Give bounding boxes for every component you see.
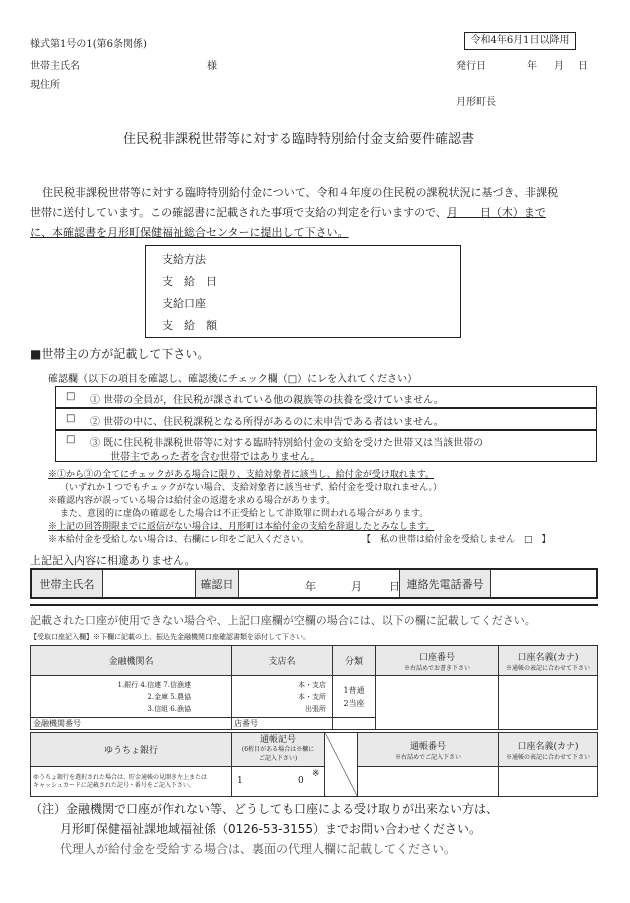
yucho-note: ゆうちょ銀行を選択された場合は、貯金通帳の見開き左上または キャッシュカードに記載された記号・番号をご記入下さい。 [31,767,232,797]
confirm-name-field[interactable] [103,569,196,598]
bank-name-header: 金融機関名 [31,646,232,676]
yucho-holder-field[interactable] [499,767,598,797]
confirm-day: 日 [389,580,400,593]
footer-line-2: 月形町保健福祉課地域福祉係（0126-53-3155）までお問い合わせください。 [60,822,482,836]
note-1: ※①から③の全てにチェックがある場合に限り、支給対象者に該当し、給付金が受け取れます。 [48,470,435,480]
intro-line-2: 世帯に送付しています。この確認書に記載された事項で支給の判定を行いますので、月 日（木）まで [30,206,546,219]
yucho-number-field[interactable] [358,767,499,797]
payment-date-label: 支 給 日 [162,275,217,288]
issue-date-label: 発行日 [456,61,486,72]
effective-date-badge: 令和4年6月1日以降用 [464,32,576,50]
yucho-table [30,732,598,797]
branch-header: 支店名 [232,646,333,676]
type-header: 分類 [333,646,376,676]
account-header: 口座番号 ※右詰めでお書き下さい [376,646,499,676]
honorific: 様 [207,61,217,72]
intro-line-1: 住民税非課税世帯等に対する臨時特別給付金について、令和４年度の住民税の課税状況に基づき、非課税 [42,186,559,199]
note-4: また、意図的に虚偽の確認をした場合は不正受給として詐欺罪に問われる場合があります。 [60,509,429,519]
yucho-slash-cell [325,733,358,797]
mayor: 月形町長 [456,97,496,108]
divider [30,604,598,606]
form-number: 様式第1号の1(第6条関係) [30,39,147,50]
yucho-number-header: 通帳番号 ※右詰めでご記入下さい [358,733,499,767]
yucho-header: ゆうちょ銀行 [31,733,232,767]
yucho-symbol-header: 通帳記号 (6桁目がある場合は※欄に ご記入下さい) [232,733,325,767]
account-number-field[interactable] [376,676,499,730]
bank-sub: 【受取口座記入欄】※下欄に記載の上、振込先金融機関口座確認書類を添付して下さい。 [30,633,310,641]
bank-table [30,645,598,730]
yucho-symbol-field[interactable] [232,767,325,797]
note-3: ※確認内容が誤っている場合は給付金の返還を求める場合があります。 [48,496,336,506]
page-title: 住民税非課税世帯等に対する臨時特別給付金支給要件確認書 [123,132,475,147]
branch-type-cell[interactable]: 本・支店 本・支所 出張所 [232,676,333,718]
check-instruction: 確認欄（以下の項目を確認し、確認後にチェック欄（□）にレを入れてください） [48,374,418,385]
note-2: （いずれか１つでもチェックがない場合、支給対象者に該当せず、給付金を受け取れません。） [60,483,443,493]
payment-account-label: 支給口座 [162,297,206,310]
yucho-zero: 0 [298,776,304,786]
address-label: 現住所 [30,80,60,91]
confirm-table [30,568,598,599]
yucho-first-digit: 1 [237,776,243,786]
check-text-2: ② 世帯の中に、住民税課税となる所得があるのに未申告である者はいません。 [90,417,444,428]
checkbox-1[interactable]: □ [66,391,76,402]
yucho-holder-header: 口座名義(カナ) ※通帳の表記に合わせて下さい [499,733,598,767]
decline-checkbox[interactable]: 【 私の世帯は給付金を受給しません □ 】 [362,535,551,545]
account-type-cell[interactable]: 1普通 2当座 [333,676,376,718]
confirm-statement: 上記記入内容に相違ありません。 [30,554,196,567]
issue-year: 年 [527,61,537,72]
confirm-date-field[interactable] [239,569,400,598]
branch-code-cell[interactable]: 店番号 [232,718,333,730]
issue-month: 月 [554,61,564,72]
check-text-1: ① 世帯の全員が，住民税が課されている他の親族等の扶養を受けていません。 [90,395,444,406]
check-text-3b: 世帯主であった者を含む世帯ではありません。 [110,452,321,463]
confirm-name-label: 世帯主氏名 [31,569,103,598]
householder-name-label: 世帯主氏名 [30,61,80,72]
payment-amount-label: 支 給 額 [162,319,217,332]
holder-header: 口座名義(カナ) ※通帳の表記に合わせて下さい [499,646,598,676]
holder-name-field[interactable] [499,676,598,730]
section-heading: ■世帯主の方が記載して下さい。 [30,347,210,361]
note-6: ※本給付金を受給しない場合は、右欄にレ印をご記入ください。 [48,535,310,545]
bank-intro: 記載された口座が使用できない場合や、上記口座欄が空欄の場合には、以下の欄に記載してください。 [30,614,536,627]
checkbox-3[interactable]: □ [66,434,76,445]
check-text-3: ③ 既に住民税非課税世帯等に対する臨時特別給付金の支給を受けた世帯又は当該世帯の [90,438,484,449]
phone-field[interactable] [491,569,598,598]
phone-label: 連絡先電話番号 [400,569,491,598]
checkbox-2[interactable]: □ [66,413,76,424]
yucho-star: ※ [312,769,320,779]
confirm-year: 年 [305,580,316,593]
bank-type-cell[interactable]: 1.銀行 4.信連 7.信漁連 2.金庫 5.農協 3.信組 6.漁協 [31,676,232,718]
note-5: ※上記の回答期限までに返信がない場合は、月形町は本給付金の支給を辞退したとみなします。 [48,522,435,532]
footer-line-3: 代理人が給付金を受給する場合は、裏面の代理人欄に記載してください。 [60,842,457,856]
payment-method-label: 支給方法 [162,253,206,266]
bank-code-cell[interactable]: 金融機関番号 [31,718,232,730]
intro-line-3: に、本確認書を月形町保健福祉総合センターに提出して下さい。 [30,226,349,239]
issue-day: 日 [578,61,588,72]
footer-line-1: （注）金融機関で口座が作れない等、どうしても口座による受け取りが出来ない方は、 [30,802,499,816]
confirm-month: 月 [351,580,362,593]
confirm-date-label: 確認日 [196,569,239,598]
